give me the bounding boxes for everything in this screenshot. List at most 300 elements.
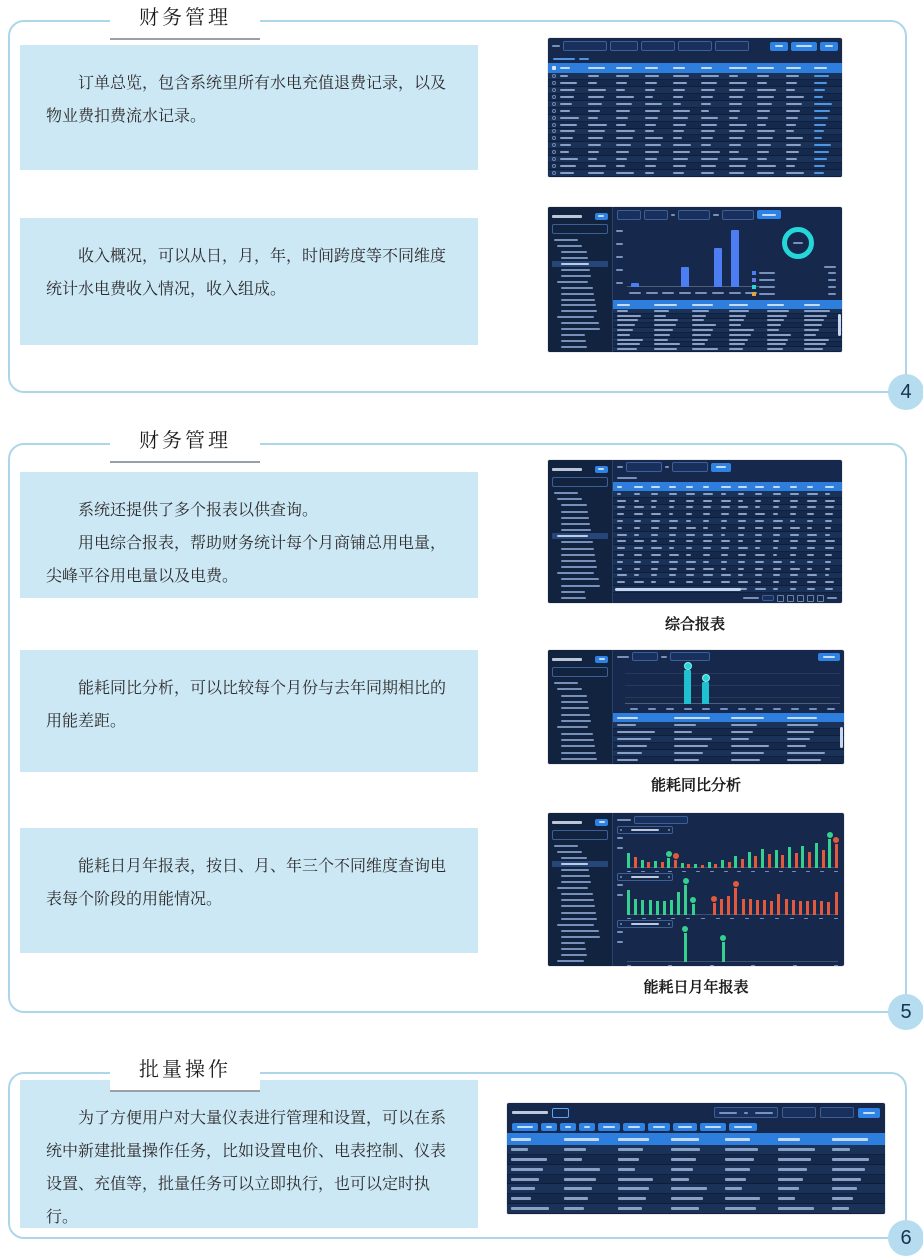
mini-table	[613, 713, 844, 764]
sidebar-header	[552, 464, 608, 474]
text-placeholder	[617, 513, 624, 515]
text-placeholder	[645, 172, 654, 174]
table-cell	[560, 124, 584, 126]
table-cell	[651, 534, 664, 536]
text-placeholder	[665, 466, 669, 468]
chart-slot	[797, 931, 800, 962]
text-placeholder	[729, 137, 743, 139]
text-placeholder	[561, 701, 588, 703]
paragraph: 用电综合报表，帮助财务统计每个月商铺总用电量，尖峰平谷用电量以及电费。	[46, 535, 447, 585]
text-placeholder	[807, 520, 813, 522]
text-placeholder	[617, 348, 637, 350]
table-cell	[773, 534, 786, 536]
mini-input	[634, 816, 688, 824]
text-placeholder	[767, 334, 791, 336]
table-cell	[588, 124, 612, 126]
text-placeholder	[673, 165, 686, 167]
sidebar-header	[552, 211, 608, 221]
text-placeholder	[634, 527, 640, 529]
text-placeholder	[729, 117, 737, 119]
text-placeholder	[773, 581, 779, 583]
text-placeholder	[554, 239, 578, 241]
text-placeholder	[729, 324, 741, 326]
table-cell	[790, 506, 803, 508]
task-action-button	[648, 1123, 670, 1131]
mini-main	[613, 460, 842, 603]
table-cell	[825, 513, 838, 515]
text-placeholder	[616, 96, 633, 98]
text-placeholder	[804, 324, 821, 326]
table-cell	[790, 581, 803, 583]
table-cell	[729, 319, 763, 321]
table-cell	[560, 103, 584, 105]
table-cell	[588, 75, 612, 77]
text-placeholder	[588, 124, 607, 126]
text-placeholder	[757, 137, 772, 139]
table-cell	[617, 752, 670, 754]
table-cell	[645, 172, 669, 174]
mini-input	[762, 595, 774, 601]
text-placeholder	[564, 1207, 584, 1210]
header-cell	[729, 67, 753, 69]
text-placeholder	[790, 554, 796, 556]
mini-sidebar	[548, 460, 613, 603]
text-placeholder	[554, 845, 578, 847]
table-cell	[674, 745, 727, 747]
text-placeholder	[804, 310, 829, 312]
table-cell	[671, 1187, 720, 1190]
table-cell	[634, 561, 647, 563]
text-placeholder	[588, 89, 605, 91]
table-body	[548, 73, 842, 177]
table-cell	[825, 568, 838, 570]
table-cell	[651, 493, 664, 495]
table-cell	[686, 547, 699, 549]
x-axis-label	[720, 708, 728, 710]
text-placeholder	[553, 58, 575, 60]
text-placeholder	[560, 67, 570, 69]
x-axis-label	[737, 871, 741, 872]
marker-circle	[702, 674, 710, 682]
table-cell	[669, 513, 682, 515]
text-placeholder	[674, 745, 708, 747]
table-cell	[645, 130, 669, 132]
text-placeholder	[721, 486, 731, 488]
text-placeholder	[729, 96, 743, 98]
legend-item	[752, 285, 836, 289]
text-placeholder	[588, 172, 604, 174]
bar	[647, 862, 650, 868]
table-cell	[674, 731, 727, 733]
table-row	[613, 347, 842, 352]
table-cell	[692, 348, 726, 350]
table-cell	[729, 315, 763, 317]
table-cell	[729, 348, 763, 350]
x-axis-label	[809, 708, 817, 710]
table-cell	[511, 1148, 560, 1151]
text-placeholder	[561, 328, 600, 330]
text-placeholder	[686, 486, 693, 488]
chart-slot	[641, 837, 644, 868]
text-placeholder	[651, 540, 656, 542]
x-axis-label	[790, 918, 794, 919]
chart-slot	[761, 837, 764, 868]
x-axis-label	[755, 708, 763, 710]
table-cell	[786, 130, 810, 132]
collapse-button	[552, 1108, 569, 1118]
table-header-row	[613, 300, 842, 309]
chart-slot	[748, 837, 751, 868]
table-cell	[767, 334, 801, 336]
collapse-button	[595, 656, 608, 663]
bar	[781, 855, 784, 868]
table-row	[548, 101, 842, 108]
table-cell	[673, 117, 697, 119]
table-cell	[729, 339, 763, 341]
table-cell	[738, 527, 751, 529]
marker-circle	[720, 935, 726, 941]
table-cell	[686, 581, 699, 583]
text-placeholder	[671, 1158, 696, 1161]
table-cell	[773, 540, 786, 542]
screenshot-dmy-report	[548, 813, 844, 966]
text-placeholder	[634, 574, 639, 576]
table-cell	[560, 130, 584, 132]
text-placeholder	[564, 1197, 588, 1200]
bar	[674, 860, 677, 868]
legend-item	[752, 271, 836, 275]
text-placeholder	[651, 554, 660, 556]
text-placeholder	[755, 513, 765, 515]
chart-slot	[648, 665, 655, 704]
radio-button	[552, 95, 556, 99]
text-placeholder	[671, 1207, 699, 1210]
text-placeholder	[674, 752, 704, 754]
text-placeholder	[773, 574, 780, 576]
text-placeholder	[773, 561, 783, 563]
text-placeholder	[814, 67, 828, 69]
table-cell	[729, 137, 753, 139]
chart-slot	[692, 884, 695, 915]
text-placeholder	[669, 513, 674, 515]
table-cell	[645, 137, 669, 139]
table-cell	[617, 315, 651, 317]
text-placeholder	[617, 466, 623, 468]
table-cell	[511, 1197, 560, 1200]
table-cell	[686, 493, 699, 495]
table-cell	[787, 759, 840, 761]
table-cell	[807, 534, 820, 536]
bar-chart	[627, 931, 838, 962]
text-placeholder	[814, 75, 829, 77]
text-placeholder	[634, 506, 644, 508]
mini-table	[613, 482, 842, 603]
text-placeholder	[634, 500, 639, 502]
mini-input	[782, 1107, 816, 1118]
table-cell	[738, 520, 751, 522]
table-cell	[721, 527, 734, 529]
bar	[768, 854, 771, 868]
mini-sidebar	[548, 650, 613, 764]
table-cell	[721, 554, 734, 556]
table-row	[613, 545, 842, 552]
table-cell	[634, 568, 647, 570]
text-placeholder	[511, 1197, 531, 1200]
table-cell	[790, 500, 803, 502]
chart-slot	[677, 884, 680, 915]
table-cell	[814, 103, 838, 105]
bar	[641, 860, 644, 868]
chart-panel	[613, 825, 844, 872]
text-placeholder	[703, 534, 713, 536]
text-placeholder	[827, 597, 837, 599]
table-cell	[755, 500, 768, 502]
text-placeholder	[731, 717, 764, 719]
text-placeholder	[703, 500, 712, 502]
table-cell	[757, 165, 781, 167]
chart-slot	[720, 665, 727, 704]
table-cell	[767, 329, 801, 331]
text-placeholder	[731, 759, 761, 761]
bar	[742, 899, 745, 915]
table-cell	[673, 151, 697, 153]
text-placeholder	[755, 540, 761, 542]
chart-slot	[656, 884, 659, 915]
text-placeholder	[701, 172, 714, 174]
table-cell	[807, 574, 820, 576]
table-cell	[778, 1197, 827, 1200]
table-cell	[617, 731, 670, 733]
text-placeholder	[790, 506, 797, 508]
text-placeholder	[767, 329, 779, 331]
bar	[634, 899, 637, 915]
text-placeholder	[561, 918, 597, 920]
text-placeholder	[561, 954, 587, 956]
header-cell	[731, 717, 784, 719]
x-axis-label	[792, 871, 796, 872]
text-placeholder	[645, 130, 655, 132]
text-placeholder	[738, 520, 746, 522]
table-cell	[729, 110, 753, 112]
header-cell	[721, 486, 734, 488]
table-cell	[807, 561, 820, 563]
table-cell	[832, 1158, 881, 1161]
x-axis-label	[791, 708, 799, 710]
text-placeholder	[561, 899, 594, 901]
text-placeholder	[738, 500, 743, 502]
header-cell	[692, 304, 726, 306]
task-action-button	[512, 1123, 538, 1131]
table-cell	[645, 110, 669, 112]
text-placeholder	[721, 581, 730, 583]
table-cell	[616, 117, 640, 119]
x-axis-label	[671, 918, 675, 919]
text-placeholder	[725, 1148, 758, 1151]
text-placeholder	[557, 887, 588, 889]
table-cell	[669, 534, 682, 536]
legend-dot	[752, 278, 756, 282]
table-cell	[814, 89, 838, 91]
text-placeholder	[634, 534, 639, 536]
table-cell	[651, 520, 664, 522]
table-cell	[669, 540, 682, 542]
table-cell	[564, 1148, 613, 1151]
chart-slot	[799, 884, 802, 915]
text-placeholder	[731, 738, 749, 740]
text-placeholder	[790, 574, 799, 576]
table-cell	[692, 310, 726, 312]
table-cell	[790, 568, 803, 570]
text-placeholder	[721, 500, 731, 502]
table-cell	[729, 165, 753, 167]
text-placeholder	[617, 724, 635, 726]
text-placeholder	[511, 1207, 549, 1210]
text-placeholder	[757, 165, 776, 167]
text-placeholder	[755, 554, 765, 556]
text-placeholder	[778, 1148, 815, 1151]
bar	[756, 900, 759, 915]
table-cell	[651, 506, 664, 508]
table-cell	[651, 568, 664, 570]
text-placeholder	[729, 310, 749, 312]
table-cell	[669, 493, 682, 495]
text-placeholder	[825, 45, 833, 47]
text-placeholder	[617, 310, 629, 312]
chart-slot	[667, 837, 670, 868]
table-cell	[721, 500, 734, 502]
x-axis-label	[804, 918, 808, 919]
table-cell	[560, 82, 584, 84]
table-cell	[674, 759, 727, 761]
text-placeholder	[692, 310, 709, 312]
text-placeholder	[828, 293, 836, 295]
task-action-button	[579, 1123, 595, 1131]
table-cell	[731, 738, 784, 740]
text-placeholder	[617, 884, 623, 886]
text-placeholder	[787, 745, 805, 747]
text-placeholder	[617, 759, 638, 761]
text-placeholder	[617, 717, 638, 719]
text-placeholder	[617, 656, 629, 658]
header-cell	[654, 304, 688, 306]
text-placeholder	[686, 554, 691, 556]
text-placeholder	[618, 1187, 650, 1190]
chart-slot	[702, 665, 709, 704]
scrollbar-vertical	[840, 727, 843, 748]
text-placeholder	[669, 554, 679, 556]
text-placeholder	[617, 581, 626, 583]
chart-slot	[763, 884, 766, 915]
table-cell	[773, 581, 786, 583]
table-cell	[617, 348, 651, 350]
text-block-reports	[20, 472, 478, 598]
text-placeholder	[767, 310, 789, 312]
text-placeholder	[560, 124, 577, 126]
table-cell	[617, 568, 630, 570]
text-placeholder	[692, 324, 716, 326]
text-placeholder	[787, 724, 818, 726]
text-block-yoy-analysis	[20, 650, 478, 772]
table-cell	[701, 130, 725, 132]
text-placeholder	[786, 89, 795, 91]
table-cell	[814, 75, 838, 77]
x-axis-label	[793, 965, 797, 966]
chart-slot	[634, 837, 637, 868]
table-cell	[564, 1178, 613, 1181]
table-cell	[651, 581, 664, 583]
text-placeholder	[686, 493, 695, 495]
chart-slot	[827, 884, 830, 915]
task-action-button	[623, 1123, 645, 1131]
text-placeholder	[824, 266, 836, 268]
text-placeholder	[703, 581, 711, 583]
text-placeholder	[755, 581, 760, 583]
panel-date-nav	[617, 825, 840, 834]
table-row	[507, 1165, 885, 1175]
text-placeholder	[721, 506, 730, 508]
text-placeholder	[588, 103, 602, 105]
radio-button	[552, 164, 556, 168]
x-axis-label	[629, 292, 641, 294]
text-placeholder	[757, 103, 771, 105]
text-placeholder	[617, 534, 627, 536]
x-axis-label	[710, 965, 714, 966]
text-placeholder	[561, 334, 585, 336]
text-placeholder	[804, 319, 824, 321]
x-axis-label	[646, 292, 658, 294]
text-placeholder	[668, 923, 670, 925]
text-placeholder	[804, 343, 825, 345]
table-cell	[701, 110, 725, 112]
chart-slot	[775, 837, 778, 868]
text-placeholder	[511, 1187, 535, 1190]
text-placeholder	[634, 561, 641, 563]
header-cell	[767, 304, 801, 306]
text-placeholder	[634, 568, 640, 570]
text-placeholder	[560, 117, 579, 119]
radio-button	[552, 143, 556, 147]
table-cell	[755, 588, 768, 590]
text-placeholder	[616, 67, 631, 69]
text-placeholder	[721, 574, 731, 576]
table-row	[548, 80, 842, 87]
table-cell	[674, 738, 727, 740]
text-placeholder	[701, 89, 715, 91]
text-placeholder	[668, 829, 670, 831]
text-placeholder	[561, 529, 591, 531]
table-cell	[825, 547, 838, 549]
text-placeholder	[738, 561, 745, 563]
text-placeholder	[692, 343, 705, 345]
table-cell	[807, 506, 820, 508]
table-cell	[729, 117, 753, 119]
table-cell	[814, 124, 838, 126]
bar	[795, 853, 798, 868]
text-placeholder	[738, 554, 747, 556]
marker-circle	[666, 851, 672, 857]
text-placeholder	[616, 172, 634, 174]
text-placeholder	[757, 67, 773, 69]
bar	[641, 900, 644, 915]
text-placeholder	[669, 493, 677, 495]
header-cell	[669, 486, 682, 488]
text-placeholder	[561, 257, 588, 259]
table-row	[613, 579, 842, 586]
mini-sidebar	[548, 813, 613, 966]
text-placeholder	[738, 486, 747, 488]
text-placeholder	[757, 75, 768, 77]
table-body	[613, 309, 842, 352]
